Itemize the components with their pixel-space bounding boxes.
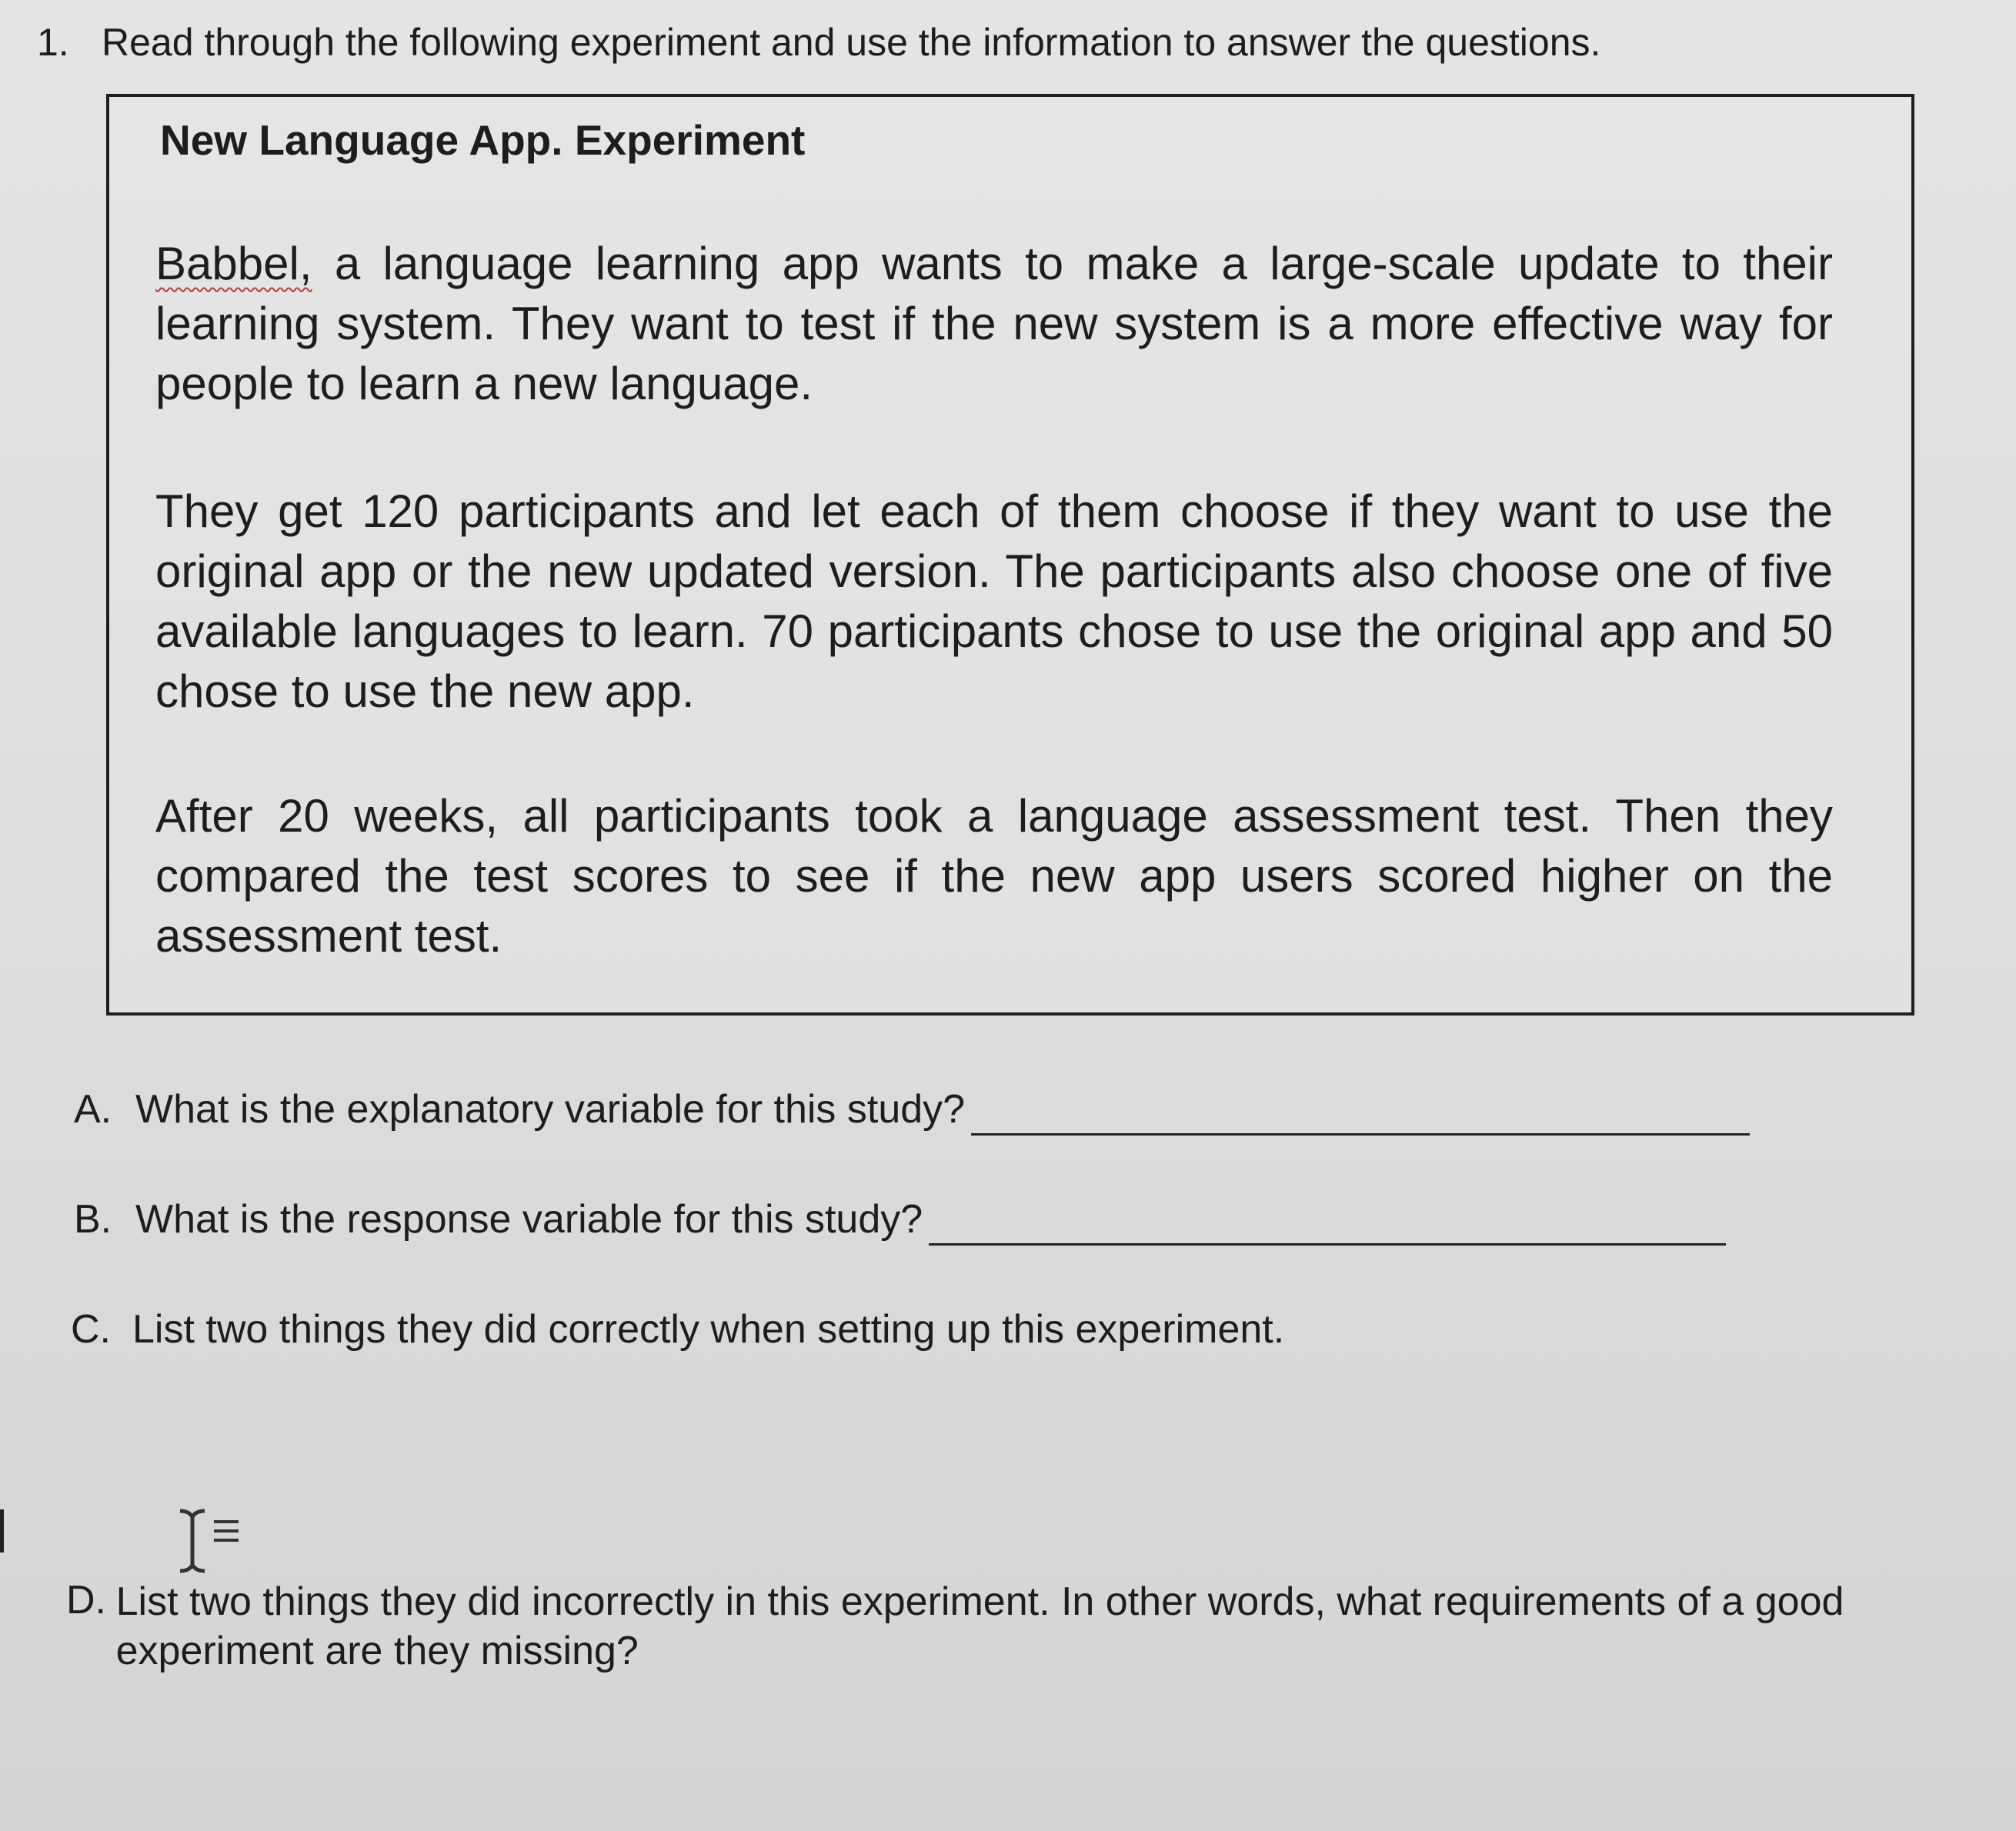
answer-line-b[interactable]	[929, 1243, 1726, 1246]
question-number: 1.	[37, 21, 69, 64]
subquestion-letter: D.	[66, 1578, 106, 1623]
experiment-title: New Language App. Experiment	[160, 116, 806, 164]
answer-line-a[interactable]	[971, 1133, 1750, 1136]
experiment-box	[106, 94, 1914, 1016]
subquestion-c	[71, 1306, 1284, 1352]
subquestion-text: List two things they did incorrectly in this experiment. In other words, what requirements of a good experiment are they missing?	[115, 1579, 1844, 1673]
subquestion-text: What is the explanatory variable for this study?	[135, 1087, 966, 1132]
question-intro: Read through the following experiment and use the information to answer the questions.	[102, 21, 1601, 64]
spellcheck-word: Babbel,	[155, 238, 312, 289]
subquestion-a	[74, 1086, 1750, 1132]
subquestion-b	[74, 1196, 1726, 1242]
subquestion-letter: A.	[74, 1087, 112, 1132]
subquestion-letter: B.	[74, 1197, 112, 1242]
experiment-paragraph-3: After 20 weeks, all participants took a language assessment test. Then they compared the test scores to see if the new app users scored higher on the assessment test.	[155, 790, 1833, 962]
subquestion-letter: C.	[71, 1307, 111, 1352]
subquestion-text: List two things they did correctly when setting up this experiment.	[132, 1307, 1285, 1352]
margin-mark	[0, 1509, 4, 1553]
subquestion-d	[66, 1577, 1944, 1676]
text-cursor-icon	[174, 1508, 243, 1574]
subquestion-text: What is the response variable for this study?	[135, 1197, 923, 1242]
experiment-paragraph-2: They get 120 participants and let each of them choose if they want to use the original app or the new updated version. The participants also choose one of five available languages to learn. 70 participants chose to use the original app and 50 chose to use the new app.	[155, 485, 1833, 717]
experiment-paragraph-1	[155, 234, 1833, 414]
paragraph-1-text: a language learning app wants to make a large-scale update to their learning system. They want to test if the new system is a more effective way for people to learn a new language.	[155, 238, 1833, 409]
